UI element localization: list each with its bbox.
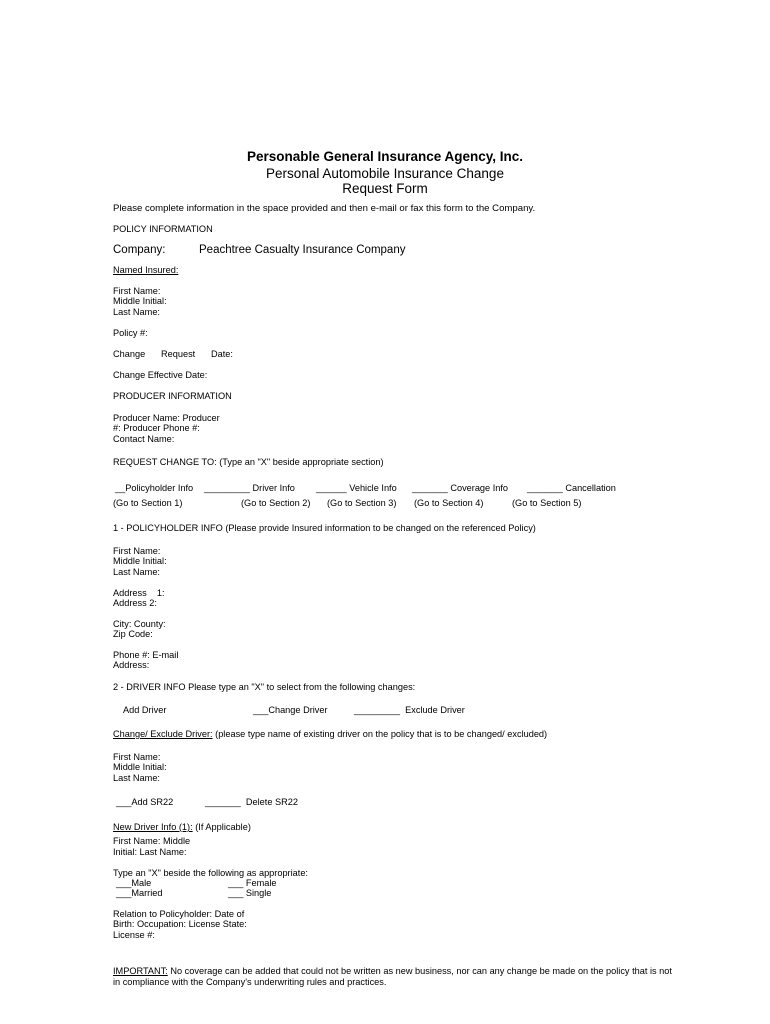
change-exclude-note: (please type name of existing driver on the policy that is to be changed/ excluded): [215, 729, 548, 739]
male-option: ___Male: [116, 878, 152, 888]
last-name-label: Last Name:: [113, 307, 160, 317]
request-change-note: (Type an "X" beside appropriate section): [219, 457, 384, 467]
change-exclude-row: [113, 729, 547, 740]
policy-info-heading: POLICY INFORMATION: [113, 224, 213, 234]
s2-middle-initial: Middle Initial:: [113, 762, 167, 772]
request-label: Request: [161, 349, 196, 359]
instructions: Please complete information in the space provided and then e-mail or fax this form to the Company.: [113, 203, 536, 214]
single-option: ___ Single: [228, 888, 272, 898]
option-coverage: _______ Coverage Info: [412, 483, 509, 493]
section1-note: (Please provide Insured information to be changed on the referenced Policy): [225, 523, 536, 533]
married-option: ___Married: [116, 888, 163, 898]
goto-section-5: (Go to Section 5): [512, 498, 582, 508]
goto-section-3: (Go to Section 3): [327, 498, 397, 508]
section1-heading: 1 - POLICYHOLDER INFO: [113, 523, 223, 533]
s1-zip: Zip Code:: [113, 629, 153, 639]
nd-line2: Initial: Last Name:: [113, 847, 187, 857]
exclude-driver-option: _________ Exclude Driver: [354, 705, 465, 715]
change-exclude-label: Change/ Exclude Driver:: [113, 729, 213, 739]
s1-address1: Address 1:: [113, 588, 165, 598]
producer-line2: #: Producer Phone #:: [113, 423, 200, 433]
goto-section-4: (Go to Section 4): [414, 498, 484, 508]
s1-first-name: First Name:: [113, 546, 161, 556]
change-label: Change: [113, 349, 146, 359]
new-driver-note: (If Applicable): [195, 822, 251, 832]
female-option: ___ Female: [228, 878, 277, 888]
company-label: Company:: [113, 244, 166, 256]
date-label: Date:: [211, 349, 233, 359]
producer-line3: Contact Name:: [113, 434, 175, 444]
goto-section-2: (Go to Section 2): [241, 498, 311, 508]
s1-address2: Address 2:: [113, 598, 157, 608]
option-vehicle: ______ Vehicle Info: [316, 483, 397, 493]
option-cancellation: _______ Cancellation: [527, 483, 616, 493]
new-driver-row: [113, 822, 251, 833]
effective-date-label: Change Effective Date:: [113, 370, 208, 380]
section2-heading: 2 - DRIVER INFO: [113, 682, 186, 692]
section2-row: [113, 682, 415, 693]
relation-line2: Birth: Occupation: License State:: [113, 919, 247, 929]
form-title-line2: Request Form: [342, 181, 428, 196]
relation-line3: License #:: [113, 930, 155, 940]
s1-last-name: Last Name:: [113, 567, 160, 577]
important-notice: [113, 966, 673, 988]
relation-line1: Relation to Policyholder: Date of: [113, 909, 245, 919]
new-driver-label: New Driver Info (1):: [113, 822, 193, 832]
change-driver-option: ___Change Driver: [253, 705, 328, 715]
policy-number-label: Policy #:: [113, 328, 148, 338]
option-driver: _________ Driver Info: [204, 483, 295, 493]
request-change-label: REQUEST CHANGE TO:: [113, 457, 217, 467]
add-sr22-option: ___Add SR22: [116, 797, 174, 807]
s1-middle-initial: Middle Initial:: [113, 556, 167, 566]
add-driver-option: Add Driver: [123, 705, 167, 715]
producer-info-heading: PRODUCER INFORMATION: [113, 391, 232, 401]
type-x-instruction: Type an "X" beside the following as appropriate:: [113, 868, 308, 878]
s1-phone-email: Phone #: E-mail: [113, 650, 179, 660]
producer-line1: Producer Name: Producer: [113, 413, 220, 423]
section2-note: Please type an "X" to select from the following changes:: [188, 682, 416, 692]
option-policyholder: __Policyholder Info: [115, 483, 194, 493]
s2-first-name: First Name:: [113, 752, 161, 762]
middle-initial-label: Middle Initial:: [113, 296, 167, 306]
s1-city-county: City: County:: [113, 619, 166, 629]
s2-last-name: Last Name:: [113, 773, 160, 783]
delete-sr22-option: _______ Delete SR22: [205, 797, 298, 807]
named-insured-label: Named Insured:: [113, 265, 179, 275]
first-name-label: First Name:: [113, 286, 161, 296]
company-value: Peachtree Casualty Insurance Company: [199, 244, 406, 256]
important-label: IMPORTANT:: [113, 966, 168, 976]
important-text: No coverage can be added that could not be written as new business, nor can any change be made on the policy that is not in compliance with the Company's underwriting rules and practices.: [113, 966, 672, 987]
s1-address: Address:: [113, 660, 150, 670]
nd-line1: First Name: Middle: [113, 836, 191, 846]
goto-section-1: (Go to Section 1): [113, 498, 183, 508]
section1-row: [113, 523, 536, 534]
form-title-line1: Personal Automobile Insurance Change: [266, 166, 504, 181]
agency-name: Personable General Insurance Agency, Inc.: [246, 149, 524, 164]
request-change-row: [113, 457, 384, 468]
